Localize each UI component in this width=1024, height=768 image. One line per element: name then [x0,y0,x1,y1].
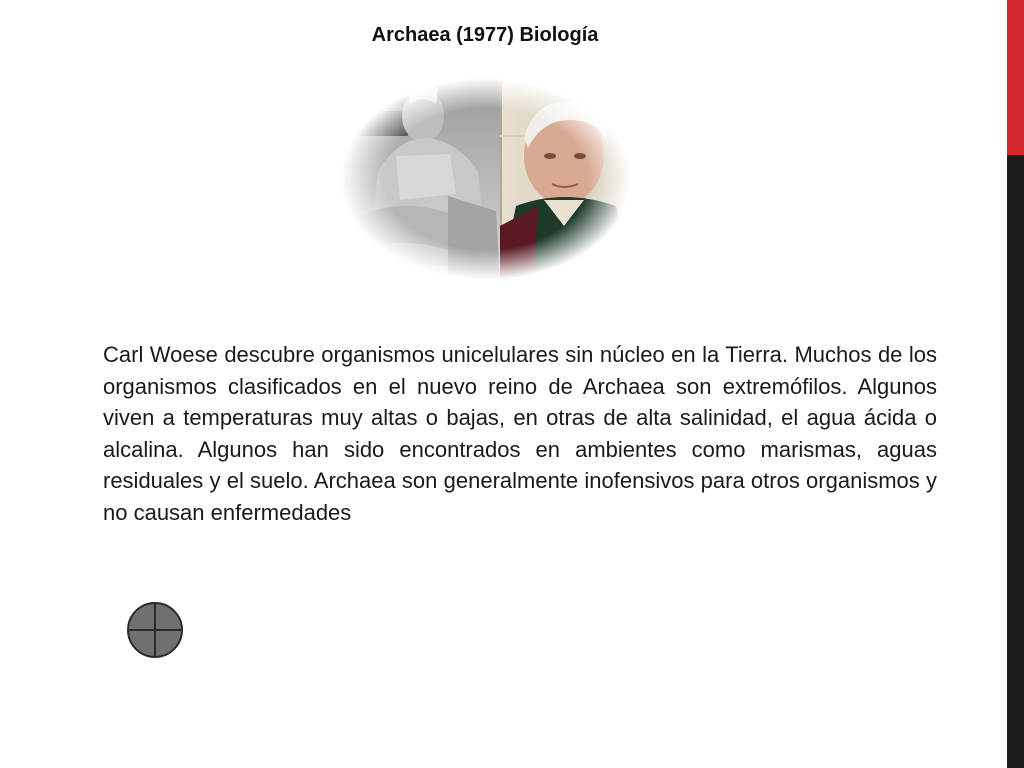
body-paragraph: Carl Woese descubre organismos unicelulares sin núcleo en la Tierra. Muchos de los organismos clasificados en el nuevo reino de Archaea son extremófilos. Algunos viven a temperaturas muy altas o bajas, en otras de alta salinidad, el agua ácida o alcalina. Algunos han sido encontrados en ambientes como marismas, aguas residuales y el suelo. Archaea son generalmente inofensivos para otros organismos y no causan enfermedades [103,342,937,525]
slide-title: Archaea (1977) Biología [371,24,599,46]
side-accent-bar-red [1007,0,1024,155]
portrait-photo [338,76,634,282]
crosshair-circle-icon[interactable] [126,600,184,660]
side-accent-bar-dark [1007,155,1024,768]
